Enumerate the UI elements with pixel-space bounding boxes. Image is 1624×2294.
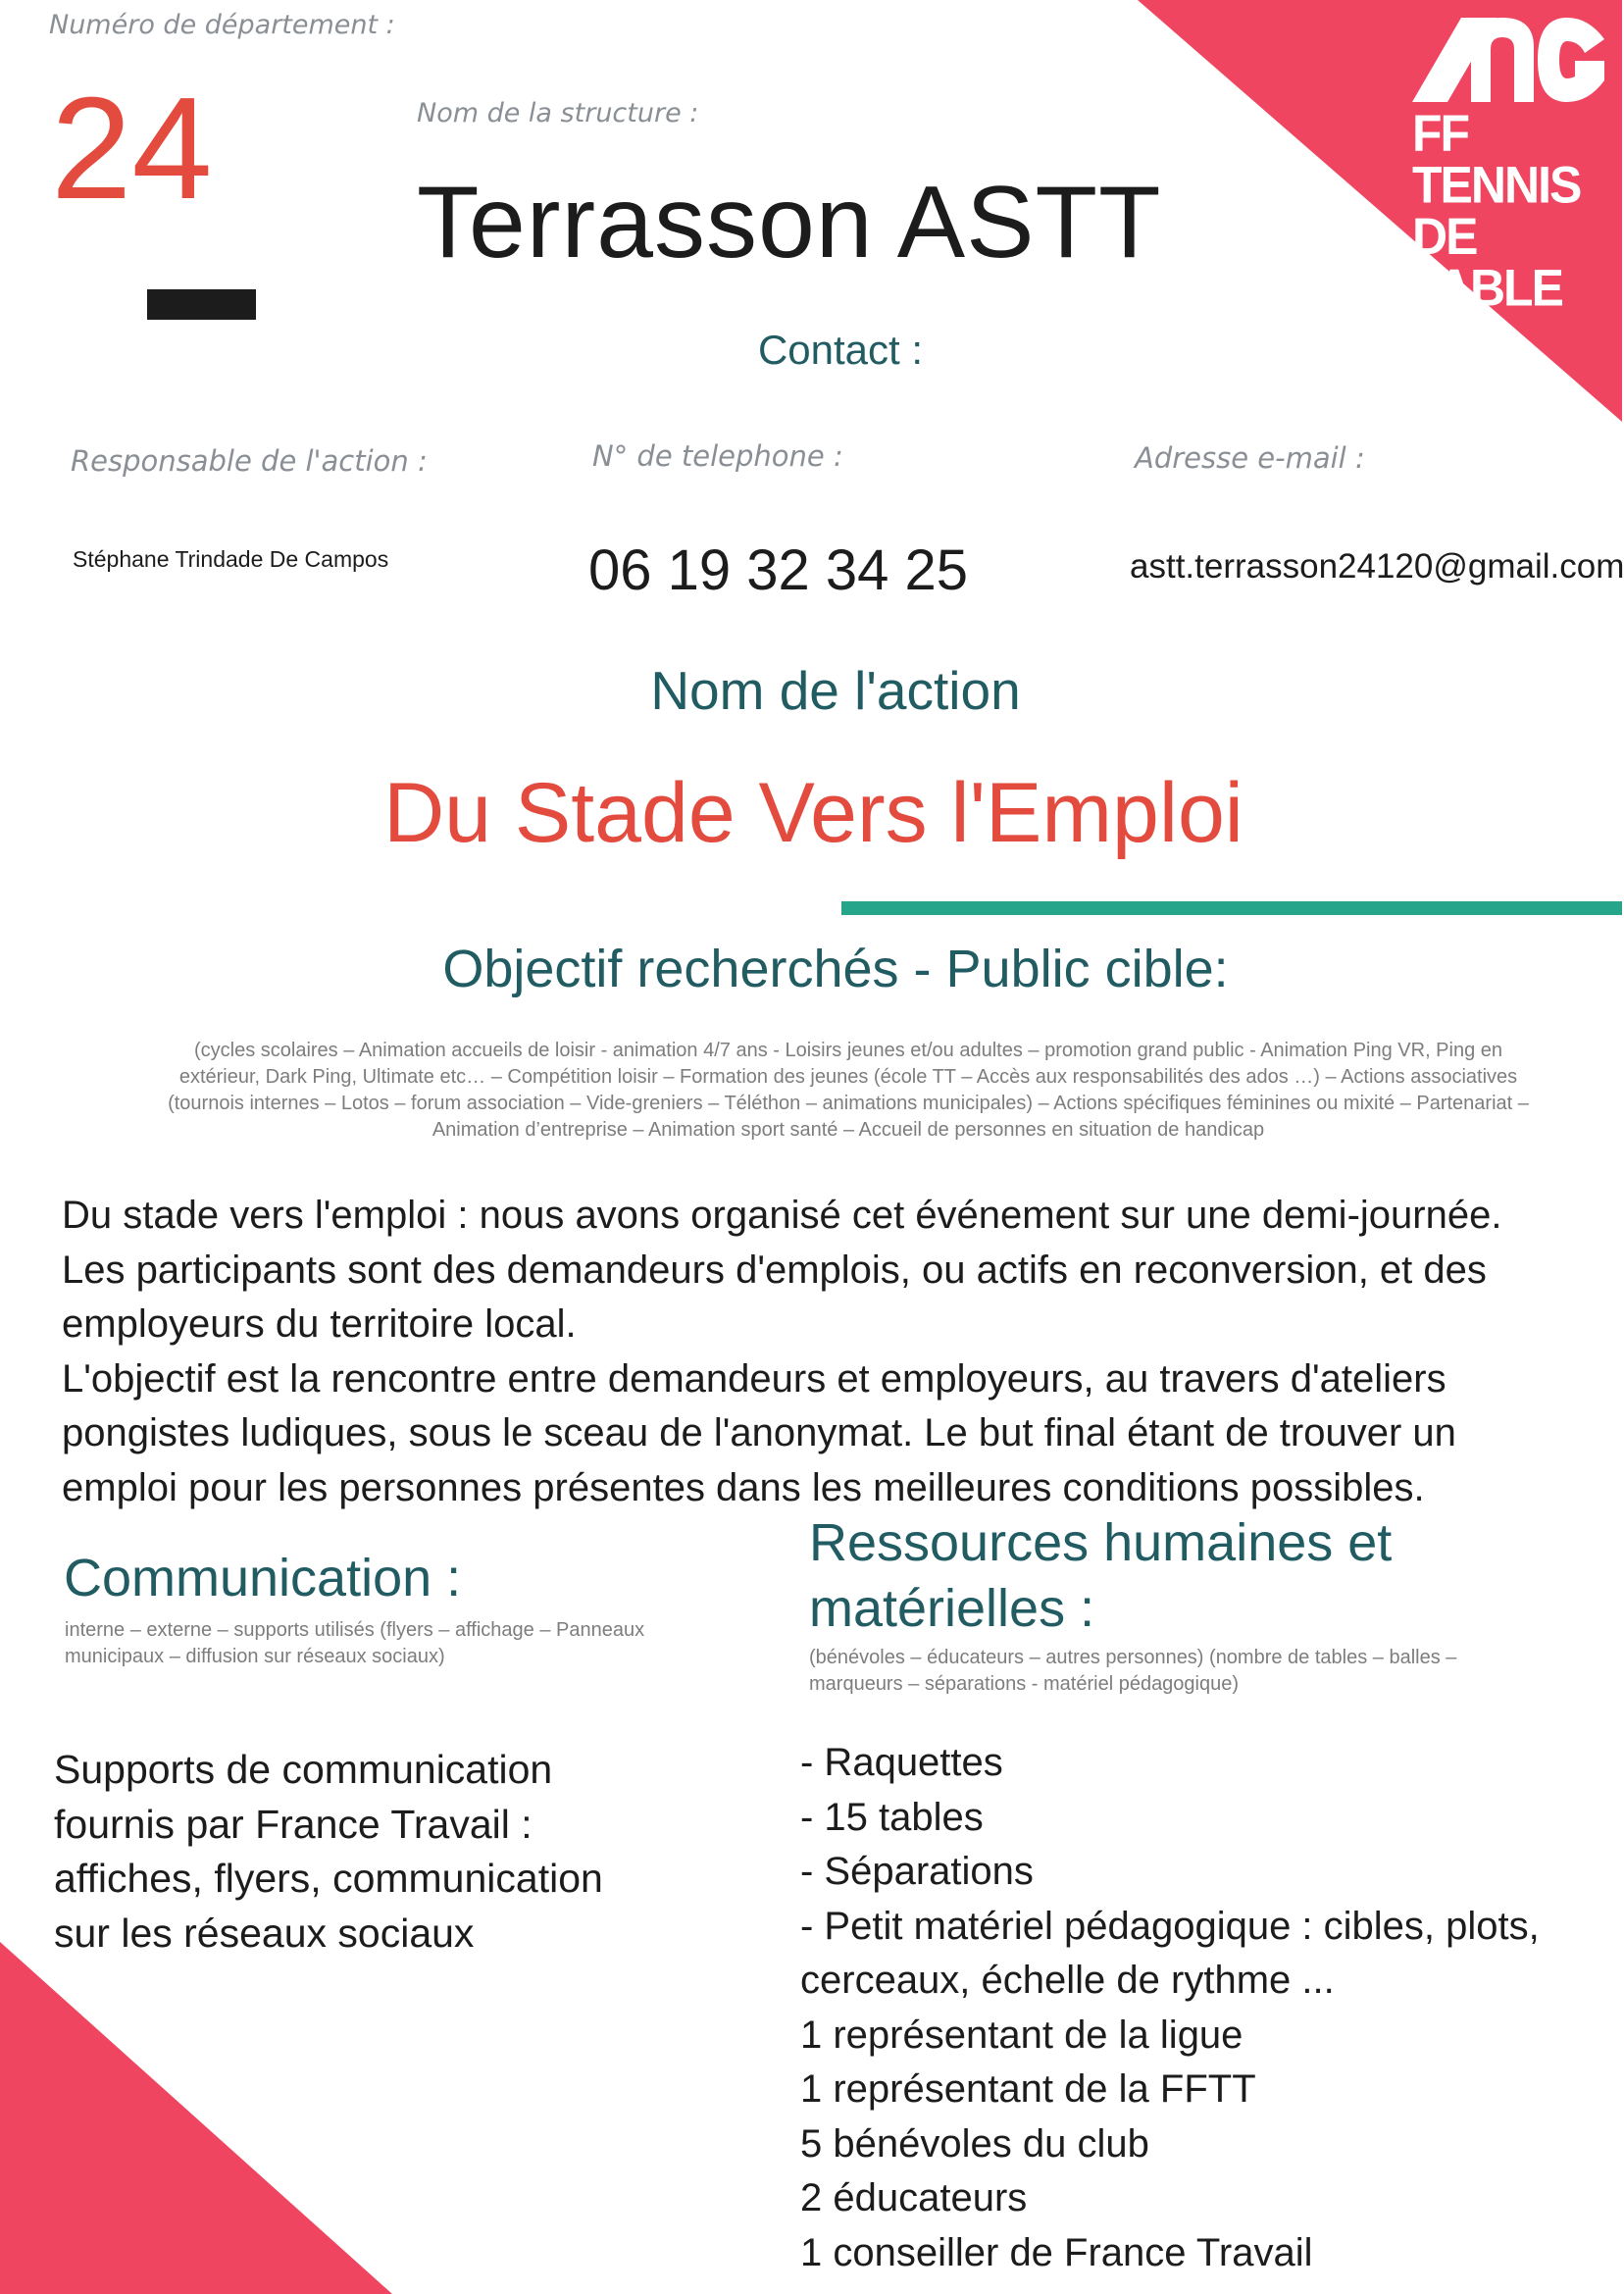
- fftt-logo: [1412, 18, 1608, 318]
- resources-heading: Ressources humaines et matérielles :: [809, 1513, 1393, 1638]
- list-item: - Petit matériel pédagogique : cibles, plots, cerceaux, échelle de rythme ...: [800, 1904, 1540, 2002]
- list-item: 1 représentant de la ligue: [800, 2013, 1243, 2057]
- list-item: 2 éducateurs: [800, 2176, 1028, 2219]
- fftt-logo-mark-icon: [1412, 18, 1604, 102]
- responsable-name: Stéphane Trindade De Campos: [73, 546, 389, 572]
- list-item: - Raquettes: [800, 1741, 1003, 1784]
- list-item: 1 représentant de la FFTT: [800, 2067, 1256, 2111]
- communication-hint: interne – externe – supports utilisés (flyers – affichage – Panneaux municipaux – diffusion sur réseaux sociaux): [65, 1619, 645, 1667]
- list-item: 1 conseiller de France Travail: [800, 2230, 1313, 2274]
- structure-name: Terrasson ASTT: [417, 166, 1162, 280]
- fftt-logo-text: [1412, 104, 1608, 318]
- responsable-label: Responsable de l'action :: [71, 444, 428, 478]
- corner-triangle-bottom: [0, 1942, 392, 2294]
- department-number: 24: [51, 68, 213, 229]
- action-label: Nom de l'action: [650, 660, 1021, 721]
- action-name: Du Stade Vers l'Emploi: [383, 766, 1243, 860]
- department-label: Numéro de département :: [49, 10, 395, 40]
- structure-label: Nom de la structure :: [417, 98, 699, 128]
- telephone-label: N° de telephone :: [592, 439, 843, 473]
- objective-hint: (cycles scolaires – Animation accueils de loisir - animation 4/7 ans - Loisirs jeunes et/ou adultes – promotion grand public - Animation Ping VR, Ping en extérieur, Dark Ping, Ultimate etc… – Compétition loisir – Formation des jeunes (école TT – Accès aux responsabilités des ados …) – Actions associatives (tournois internes – Lotos – forum association – Vide-greniers – Téléthon – animations municipales) – Actions spécifiques féminines ou mixité – Partenariat – Animation d’entreprise – Animation sport santé – Accueil de personnes en situation de handicap: [168, 1040, 1529, 1141]
- email-label: Adresse e-mail :: [1135, 441, 1365, 475]
- email-value: astt.terrasson24120@gmail.com: [1130, 547, 1624, 586]
- objective-body: Du stade vers l'emploi : nous avons organisé cet événement sur une demi-journée. Les participants sont des demandeurs d'emplois, ou actifs en reconversion, et des employeurs du territoire local. L'objectif est la rencontre entre demandeurs et employeurs, au travers d'ateliers pongistes ludiques, sous le sceau de l'anonymat. Le but final étant de trouver un emploi pour les personnes présentes dans les meilleures conditions possibles.: [62, 1194, 1502, 1509]
- section-divider: [841, 901, 1622, 915]
- communication-heading: Communication :: [64, 1549, 462, 1607]
- list-item: - Séparations: [800, 1850, 1034, 1893]
- objective-heading: Objectif recherchés - Public cible:: [442, 940, 1229, 998]
- list-item: 5 bénévoles du club: [800, 2121, 1149, 2166]
- list-item: - 15 tables: [800, 1795, 984, 1839]
- contact-heading: Contact :: [757, 327, 924, 373]
- logo-line-1: FF TENNIS: [1412, 104, 1581, 215]
- department-underline: [147, 289, 256, 320]
- telephone-value: 06 19 32 34 25: [588, 538, 969, 602]
- communication-body: Supports de communication fournis par France Travail : affiches, flyers, communication sur les réseaux sociaux: [54, 1747, 603, 1956]
- logo-line-2: DE TABLE: [1412, 207, 1562, 318]
- resources-hint: (bénévoles – éducateurs – autres personnes) (nombre de tables – balles – marqueurs – séparations - matériel pédagogique): [809, 1647, 1457, 1695]
- resources-list: [800, 1736, 1604, 2274]
